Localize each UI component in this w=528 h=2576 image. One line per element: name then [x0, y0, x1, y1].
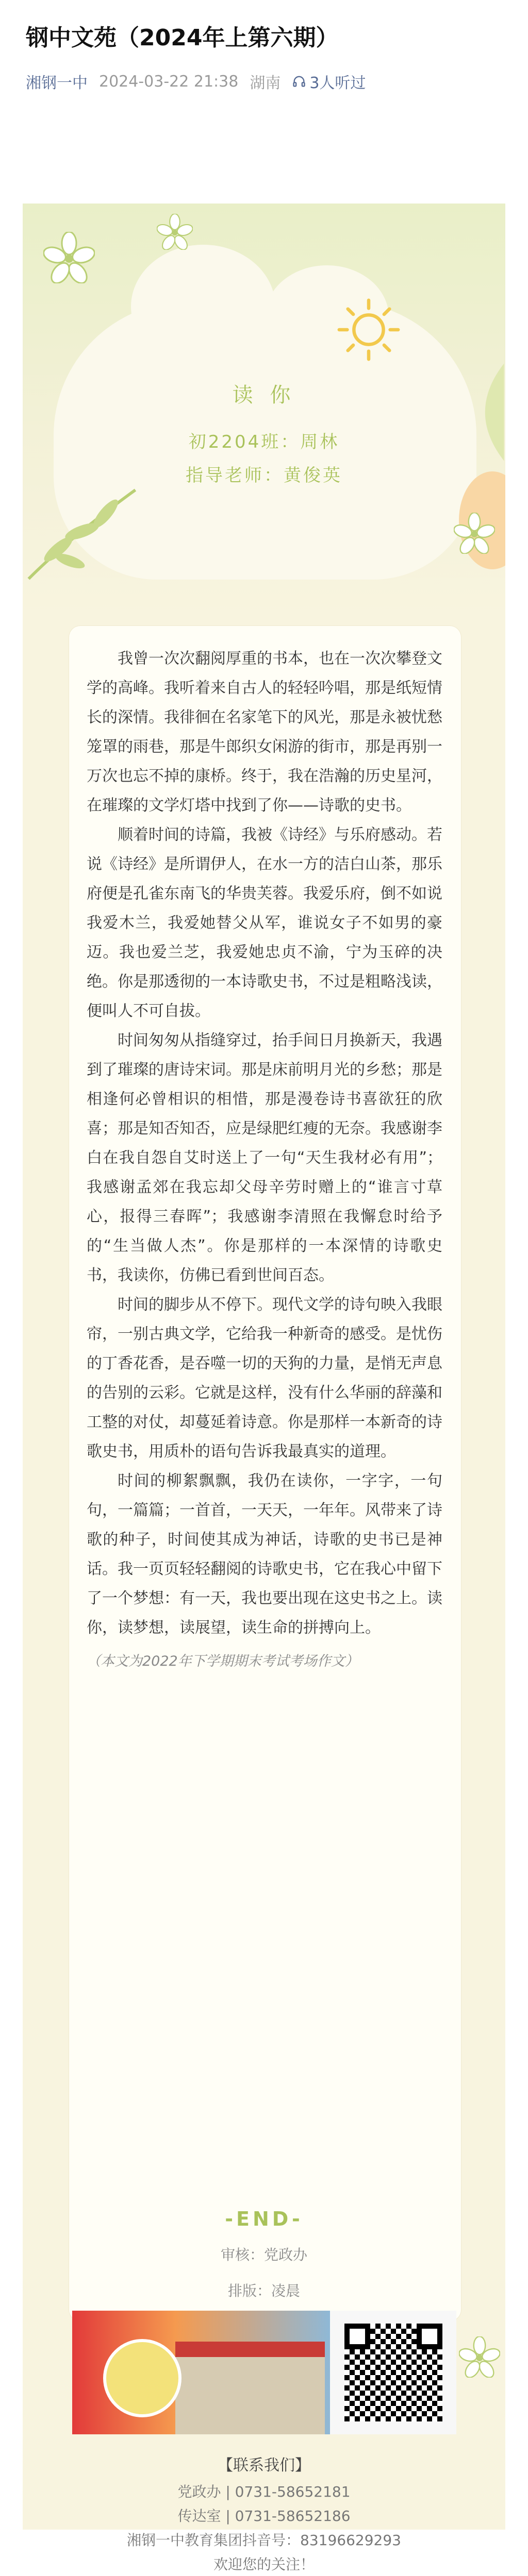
- contact-line: 传达室 | 0731-58652186: [177, 2507, 351, 2524]
- headphones-icon: [292, 74, 306, 89]
- essay-paragraph: 顺着时间的诗篇，我被《诗经》与乐府感动。若说《诗经》是所谓伊人，在水一方的洁白山茶，那乐府便是孔雀东南飞的华贵芙蓉。我爱乐府，倒不如说我爱木兰，我爱她替父从军，谁说女子不如男的豪迈。我也爱兰芝，我爱她忠贞不渝，宁为玉碎的决绝。你是那透彻的一本诗歌史书，不过是粗略浅读，便叫人不可自拔。: [87, 826, 442, 1020]
- flower-icon: [157, 214, 193, 250]
- qr-code: [344, 2324, 442, 2421]
- contact-line: 欢迎您的关注！: [213, 2556, 315, 2573]
- article-title: 钢中文苑（2024年上第六期）: [26, 25, 339, 51]
- flower-icon: [459, 2336, 500, 2378]
- qr-code-panel: [330, 2311, 456, 2434]
- essay-note: （本文为2022年下学期期末考试考场作文）: [87, 1653, 359, 1669]
- contact-line: 党政办 | 0731-58652181: [177, 2483, 351, 2500]
- listen-count: 3人听过: [309, 74, 366, 92]
- author-link[interactable]: 湘钢一中: [26, 74, 88, 92]
- teacher-line: 指导老师：黄俊英: [186, 465, 342, 486]
- flower-icon: [454, 513, 495, 554]
- publish-date: 2024-03-22 21:38: [99, 72, 239, 91]
- sun-icon: [335, 296, 402, 363]
- article-meta: [26, 70, 502, 93]
- article-header: [0, 0, 528, 149]
- essay-paragraph: 时间的脚步从不停下。现代文学的诗句映入我眼帘，一别古典文学，它给我一种新奇的感受。是忧伤的丁香花香，是吞噬一切的天狗的力量，是悄无声息的告别的云彩。它就是这样，没有什么华丽的辞藻和工整的对仗，却蔓延着诗意。你是那样一本新奇的诗歌史书，用质朴的语句告诉我最真实的道理。: [87, 1296, 442, 1461]
- contact-heading: 【联系我们】: [218, 2456, 310, 2475]
- school-building: [175, 2342, 325, 2434]
- reviewer-credit: 审核：党政办: [220, 2246, 307, 2263]
- school-banner: [72, 2311, 456, 2434]
- essay-heading: 读 你: [232, 383, 296, 407]
- essay-paragraph: 时间匆匆从指缝穿过，抬手间日月换新天，我遇到了璀璨的唐诗宋词。那是床前明月光的乡愁；那是相逢何必曾相识的相惜，那是漫卷诗书喜欲狂的欣喜；那是知否知否，应是绿肥红瘦的无奈。我感谢李白在我自怨自艾时送上了一句“天生我材必有用”；我感谢孟郊在我忘却父母辛劳时赠上的“谁言寸草心，报得三春晖”；我感谢李清照在我懈怠时给予的“生当做人杰”。你是那样的一本深情的诗歌史书，我读你，仿佛已看到世间百态。: [87, 1031, 442, 1284]
- contact-line: 湘钢一中教育集团抖音号：83196629293: [127, 2532, 401, 2549]
- flower-icon: [43, 232, 95, 283]
- essay-paragraph: 我曾一次次翻阅厚重的书本，也在一次次攀登文学的高峰。我听着来自古人的轻轻吟唱，那是纸短情长的深情。我徘徊在名家笔下的风光，那是永被忧愁笼罩的雨巷，那是牛郎织女闲游的街市，那是再别一万次也忘不掉的康桥。终于，我在浩瀚的历史星河，在璀璨的文学灯塔中找到了你——诗歌的史书。: [87, 650, 442, 815]
- essay-body: [87, 644, 442, 1676]
- layout-credit: 排版：凌晨: [227, 2282, 300, 2299]
- hero-banner: [23, 204, 505, 616]
- publish-location: 湖南: [250, 74, 281, 92]
- end-marker: -END-: [225, 2208, 303, 2230]
- essay-paragraph: 时间的柳絮飘飘，我仍在读你，一字字，一句句，一篇篇；一首首，一天天，一年年。风带来了诗歌的种子，时间使其成为神话，诗歌的史书已是神话。我一页页轻轻翻阅的诗歌史书，它在我心中留下了一个梦想：有一天，我也要出现在这史书之上。读你，读梦想，读展望，读生命的拼搏向上。: [87, 1472, 442, 1637]
- student-line: 初2204班：周林: [188, 432, 340, 452]
- school-logo: [103, 2339, 182, 2417]
- listen-button[interactable]: [292, 70, 366, 93]
